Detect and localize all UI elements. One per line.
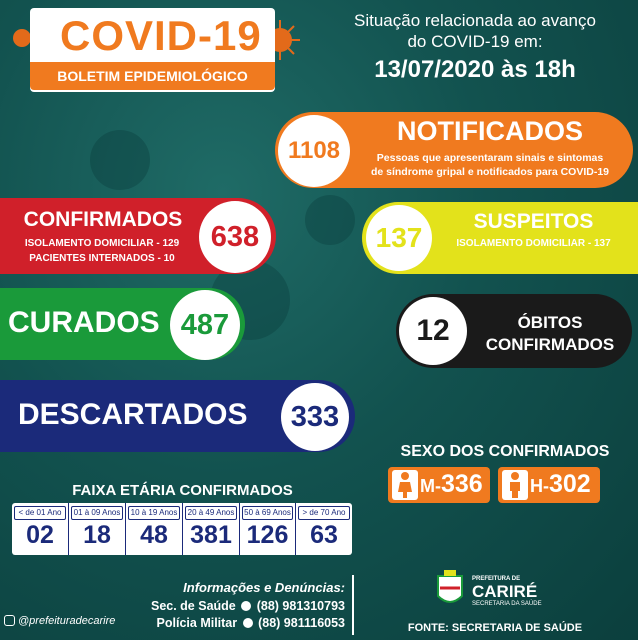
confirmados-internados: PACIENTES INTERNADOS - 10 (29, 253, 175, 264)
obitos-label (470, 312, 630, 356)
age-group-label: 10 à 19 Anos (128, 506, 180, 520)
policia-contact (130, 616, 345, 630)
age-group-label: < de 01 Ano (14, 506, 66, 520)
handle-text: @prefeituradecarire (18, 615, 116, 627)
phone-icon (243, 618, 253, 628)
age-table (12, 503, 352, 555)
notificados-label: NOTIFICADOS (397, 116, 583, 146)
situation-text (330, 10, 620, 52)
age-group-value: 48 (140, 521, 168, 549)
coat-of-arms-icon (430, 568, 470, 612)
logo-carire: CARIRÉ (472, 582, 538, 601)
sec-saude-phone[interactable]: (88) 981310793 (256, 599, 345, 613)
notificados-desc-line-2: de síndrome gripal e notificados para COVID-19 (370, 166, 610, 178)
confirmados-details (2, 236, 202, 266)
age-group-value: 126 (246, 521, 289, 549)
age-group-value: 63 (310, 521, 338, 549)
age-group (69, 503, 126, 555)
suspeitos-circle (366, 205, 432, 271)
notificados-circle (278, 115, 350, 187)
curados-circle (170, 290, 240, 360)
source-text: FONTE: SECRETARIA DE SAÚDE (407, 622, 583, 634)
logo-prefeitura: PREFEITURA DE (472, 576, 521, 582)
age-group-value: 18 (83, 521, 111, 549)
age-group-value: 02 (26, 521, 54, 549)
curados-label: CURADOS (8, 306, 160, 339)
suspeitos-isolamento: ISOLAMENTO DOMICILIAR - 137 (456, 238, 611, 249)
sec-saude-label: Sec. de Saúde (150, 599, 236, 613)
instagram-icon (4, 615, 15, 626)
whatsapp-icon (241, 601, 251, 611)
notificados-value: 1108 (287, 137, 341, 164)
obitos-circle (399, 297, 467, 365)
info-title: Informações e Denúncias: (183, 580, 345, 595)
m-count (420, 470, 483, 499)
footer-divider (352, 575, 354, 635)
curados-value: 487 (180, 308, 230, 341)
situation-line-1: Situação relacionada ao avanço (354, 11, 596, 30)
m-prefix: M- (420, 476, 441, 496)
descartados-value: 333 (290, 400, 340, 433)
situation-line-2: do COVID-19 em: (407, 32, 543, 51)
age-group (12, 503, 69, 555)
age-group-label: > de 70 Ano (298, 506, 350, 520)
age-group-label: 01 à 09 Anos (71, 506, 123, 520)
sec-saude-contact (130, 599, 345, 613)
policia-phone[interactable]: (88) 981116053 (258, 616, 345, 630)
age-group-label: 50 à 69 Anos (242, 506, 293, 520)
descartados-circle (281, 383, 349, 451)
age-group-label: 20 à 49 Anos (185, 506, 237, 520)
confirmados-circle (199, 201, 271, 273)
logo-secretaria: SECRETARIA DA SAÚDE (472, 601, 542, 607)
female-icon (392, 470, 418, 500)
age-group (126, 503, 183, 555)
descartados-label: DESCARTADOS (18, 398, 248, 431)
faixa-title: FAIXA ETÁRIA CONFIRMADOS (72, 482, 293, 499)
age-group (240, 503, 296, 555)
age-group (183, 503, 240, 555)
covid-title: COVID-19 (60, 12, 262, 59)
instagram-handle[interactable] (4, 615, 115, 627)
confirmados-isolamento: ISOLAMENTO DOMICILIAR - 129 (24, 238, 180, 249)
h-value: 302 (549, 470, 591, 498)
male-icon (502, 470, 528, 500)
h-prefix: H- (530, 476, 549, 496)
suspeitos-value: 137 (375, 222, 423, 253)
confirmados-value: 638 (210, 220, 260, 253)
age-group-value: 381 (190, 521, 232, 549)
notificados-desc-line-1: Pessoas que apresentaram sinais e sintomas (376, 152, 604, 164)
suspeitos-label: SUSPEITOS (473, 210, 594, 233)
bulletin-subtitle: BOLETIM EPIDEMIOLÓGICO (30, 62, 275, 90)
m-value: 336 (441, 470, 483, 498)
carire-logo (430, 568, 560, 618)
h-count (530, 470, 591, 499)
obitos-label-line-1: ÓBITOS (517, 313, 583, 332)
report-date: 13/07/2020 às 18h (374, 56, 576, 83)
sexo-title: SEXO DOS CONFIRMADOS (400, 443, 610, 460)
confirmados-label: CONFIRMADOS (23, 208, 183, 231)
obitos-value: 12 (416, 314, 450, 347)
age-group (296, 503, 352, 555)
obitos-label-line-2: CONFIRMADOS (485, 335, 615, 354)
notificados-description (352, 151, 628, 179)
policia-label: Polícia Militar (156, 616, 238, 630)
